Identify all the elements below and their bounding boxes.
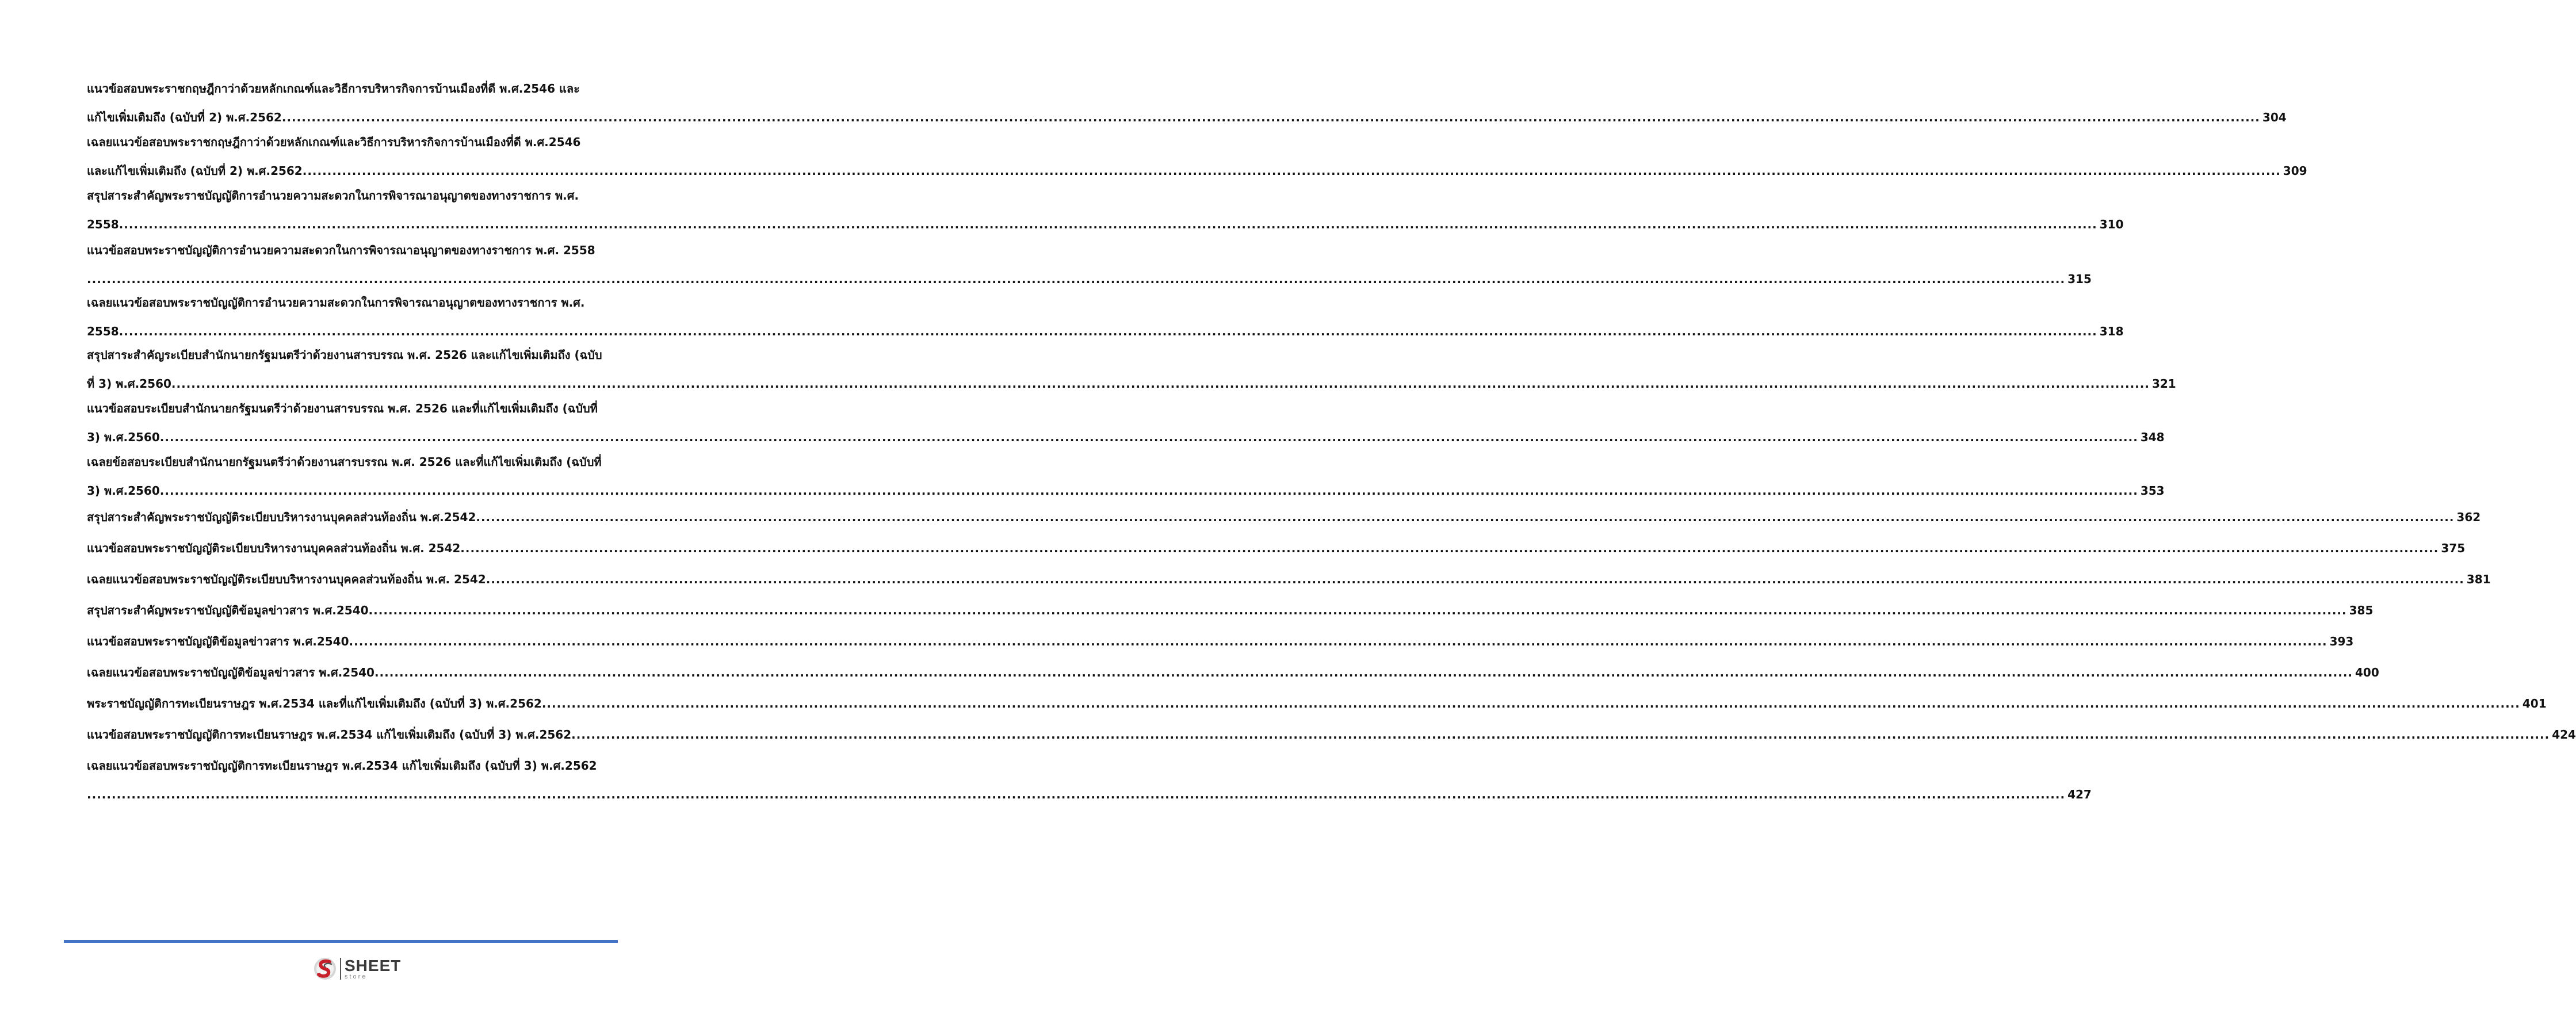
toc-page-number: 318	[2099, 324, 2124, 338]
dot-leader: ................................................................................................................................................................................................................................................................................................................................................................................................................	[460, 541, 2439, 555]
toc-entry[interactable]	[87, 534, 2466, 563]
toc-page-number: 381	[2466, 572, 2491, 586]
toc-entry-title: แนวข้อสอบระเบียบสำนักนายกรัฐมนตรีว่าด้วยงานสารบรรณ พ.ศ. 2526 และที่แก้ไขเพิ่มเติมถึง (ฉบับที่	[87, 402, 598, 415]
toc-entry-title: พระราชบัญญัติการทะเบียนราษฎร พ.ศ.2534 และที่แก้ไขเพิ่มเติมถึง (ฉบับที่ 3) พ.ศ.2562	[87, 697, 542, 710]
toc-entry[interactable]	[87, 565, 2491, 594]
dot-leader: ................................................................................................................................................................................................................................................................................................................................................................................................................	[119, 217, 2097, 231]
toc-entry-line	[87, 534, 2466, 563]
dot-leader: ................................................................................................................................................................................................................................................................................................................................................................................................................	[486, 572, 2464, 586]
toc-entry-title-line	[87, 236, 632, 265]
toc-entry[interactable]	[87, 503, 2481, 532]
logo-text	[345, 958, 401, 980]
toc-entry-title-line	[87, 448, 632, 476]
toc-entry-title-line	[87, 128, 632, 156]
dot-leader: ................................................................................................................................................................................................................................................................................................................................................................................................................	[159, 430, 2138, 444]
toc-page-number: 348	[2140, 430, 2165, 444]
toc-entry-continuation-line	[87, 476, 2165, 505]
toc-page-number: 427	[2067, 788, 2092, 801]
dot-leader: ................................................................................................................................................................................................................................................................................................................................................................................................................	[302, 164, 2281, 178]
logo-title: SHEET	[345, 956, 402, 974]
toc-page-number: 310	[2099, 217, 2124, 231]
dot-leader: ................................................................................................................................................................................................................................................................................................................................................................................................................	[87, 788, 2066, 801]
toc-entry-title: เฉลยข้อสอบระเบียบสำนักนายกรัฐมนตรีว่าด้วยงานสารบรรณ พ.ศ. 2526 และที่แก้ไขเพิ่มเติมถึง (ฉบับที่	[87, 455, 602, 469]
toc-entry-title-continued: 2558	[87, 217, 119, 231]
toc-entry-continuation-line	[87, 210, 2124, 239]
toc-entry[interactable]	[87, 181, 2124, 239]
toc-entry-title: เฉลยแนวข้อสอบพระราชบัญญัติการอำนวยความสะดวกในการพิจารณาอนุญาตของทางราชการ พ.ศ.	[87, 296, 585, 309]
toc-page-number: 304	[2262, 110, 2287, 124]
dot-leader: ................................................................................................................................................................................................................................................................................................................................................................................................................	[368, 603, 2347, 617]
toc-entry[interactable]	[87, 658, 2379, 687]
toc-entry[interactable]	[87, 74, 2287, 132]
logo-subtitle: store	[345, 973, 368, 980]
toc-page-number: 393	[2329, 635, 2354, 648]
dot-leader: ................................................................................................................................................................................................................................................................................................................................................................................................................	[374, 666, 2353, 679]
toc-entry[interactable]	[87, 448, 2165, 505]
toc-entry-title-line	[87, 341, 632, 369]
dot-leader: ................................................................................................................................................................................................................................................................................................................................................................................................................	[171, 377, 2150, 391]
toc-entry-continuation-line	[87, 780, 2092, 809]
toc-entry[interactable]	[87, 341, 2176, 398]
toc-entry-title-continued: 3) พ.ศ.2560	[87, 484, 160, 498]
footer-divider	[64, 940, 618, 943]
toc-entry-title: เฉลยแนวข้อสอบพระราชกฤษฎีกาว่าด้วยหลักเกณฑ์และวิธีการบริหารกิจการบ้านเมืองที่ดี พ.ศ.2546	[87, 135, 581, 149]
toc-entry-line	[87, 658, 2379, 687]
toc-entry-title: แนวข้อสอบพระราชบัญญัติระเบียบบริหารงานบุคคลส่วนท้องถิ่น พ.ศ. 2542	[87, 541, 461, 555]
sheet-store-logo	[312, 956, 401, 981]
toc-entry-title-continued: แก้ไขเพิ่มเติมถึง (ฉบับที่ 2) พ.ศ.2562	[87, 110, 282, 124]
toc-entry-title: สรุปสาระสำคัญพระราชบัญญัติการอำนวยความสะดวกในการพิจารณาอนุญาตของทางราชการ พ.ศ.	[87, 189, 579, 202]
toc-page-number: 385	[2349, 603, 2374, 617]
toc-entry-title-line	[87, 394, 632, 423]
toc-entry-title: แนวข้อสอบพระราชกฤษฎีกาว่าด้วยหลักเกณฑ์และวิธีการบริหารกิจการบ้านเมืองที่ดี พ.ศ.2546 และ	[87, 82, 580, 95]
toc-page-number: 375	[2441, 541, 2466, 555]
dot-leader: ................................................................................................................................................................................................................................................................................................................................................................................................................	[476, 510, 2455, 524]
toc-page-number: 353	[2140, 484, 2165, 498]
toc-page-number: 424	[2552, 728, 2576, 742]
toc-entry-title: แนวข้อสอบพระราชบัญญัติข้อมูลข่าวสาร พ.ศ.2540	[87, 635, 349, 648]
toc-entry-title-continued: และแก้ไขเพิ่มเติมถึง (ฉบับที่ 2) พ.ศ.2562	[87, 164, 303, 178]
toc-entry-title: สรุปสาระสำคัญระเบียบสำนักนายกรัฐมนตรีว่าด้วยงานสารบรรณ พ.ศ. 2526 และแก้ไขเพิ่มเติมถึง (ฉบับ	[87, 348, 602, 362]
toc-entry-title-continued: 3) พ.ศ.2560	[87, 430, 160, 444]
toc-entry[interactable]	[87, 394, 2165, 452]
toc-entry[interactable]	[87, 751, 2092, 809]
toc-page-number: 315	[2067, 272, 2092, 286]
toc-entry[interactable]	[87, 128, 2307, 185]
toc-entry-title: เฉลยแนวข้อสอบพระราชบัญญัติการทะเบียนราษฎร พ.ศ.2534 แก้ไขเพิ่มเติมถึง (ฉบับที่ 3) พ.ศ.2562	[87, 759, 597, 773]
dot-leader: ................................................................................................................................................................................................................................................................................................................................................................................................................	[571, 728, 2550, 742]
toc-page-number: 400	[2355, 666, 2379, 679]
toc-entry-title-continued: 2558	[87, 324, 119, 338]
toc-entry-title-continued: ที่ 3) พ.ศ.2560	[87, 377, 171, 391]
toc-page-number: 362	[2456, 510, 2481, 524]
dot-leader: ................................................................................................................................................................................................................................................................................................................................................................................................................	[159, 484, 2138, 498]
toc-page-number: 321	[2151, 377, 2176, 391]
toc-entry-line	[87, 565, 2491, 594]
toc-entry-title: สรุปสาระสำคัญพระราชบัญญัติระเบียบบริหารงานบุคคลส่วนท้องถิ่น พ.ศ.2542	[87, 510, 476, 524]
toc-entry-line	[87, 689, 2547, 718]
toc-entry[interactable]	[87, 596, 2374, 625]
toc-entry[interactable]	[87, 627, 2354, 656]
toc-entry[interactable]	[87, 720, 2576, 749]
dot-leader: ................................................................................................................................................................................................................................................................................................................................................................................................................	[281, 110, 2260, 124]
toc-entry-title: แนวข้อสอบพระราชบัญญัติการทะเบียนราษฎร พ.ศ.2534 แก้ไขเพิ่มเติมถึง (ฉบับที่ 3) พ.ศ.2562	[87, 728, 572, 742]
toc-entry[interactable]	[87, 689, 2547, 718]
dot-leader: ................................................................................................................................................................................................................................................................................................................................................................................................................	[119, 324, 2097, 338]
toc-entry[interactable]	[87, 288, 2124, 346]
toc-page-number: 401	[2522, 697, 2547, 710]
toc-entry-title: เฉลยแนวข้อสอบพระราชบัญญัติข้อมูลข่าวสาร พ.ศ.2540	[87, 666, 374, 679]
toc-page-number: 309	[2283, 164, 2307, 178]
toc-entry-line	[87, 627, 2354, 656]
toc-entry-line	[87, 596, 2374, 625]
toc-entry-title: เฉลยแนวข้อสอบพระราชบัญญัติระเบียบบริหารงานบุคคลส่วนท้องถิ่น พ.ศ. 2542	[87, 572, 486, 586]
dot-leader: ................................................................................................................................................................................................................................................................................................................................................................................................................	[87, 272, 2066, 286]
toc-entry-title: แนวข้อสอบพระราชบัญญัติการอำนวยความสะดวกในการพิจารณาอนุญาตของทางราชการ พ.ศ. 2558	[87, 243, 595, 257]
toc-entry-line	[87, 503, 2481, 532]
dot-leader: ................................................................................................................................................................................................................................................................................................................................................................................................................	[349, 635, 2327, 648]
toc-entry-line	[87, 720, 2576, 749]
toc-entry-title-line	[87, 74, 632, 103]
dot-leader: ................................................................................................................................................................................................................................................................................................................................................................................................................	[541, 697, 2520, 710]
toc-entry-title-line	[87, 181, 632, 210]
toc-entry-title: สรุปสาระสำคัญพระราชบัญญัติข้อมูลข่าวสาร พ.ศ.2540	[87, 603, 369, 617]
toc-entry[interactable]	[87, 236, 2092, 293]
toc-entry-title-line	[87, 751, 632, 780]
toc-entry-title-line	[87, 288, 632, 317]
logo-divider	[340, 958, 341, 980]
sheet-store-logo-icon	[312, 956, 338, 981]
